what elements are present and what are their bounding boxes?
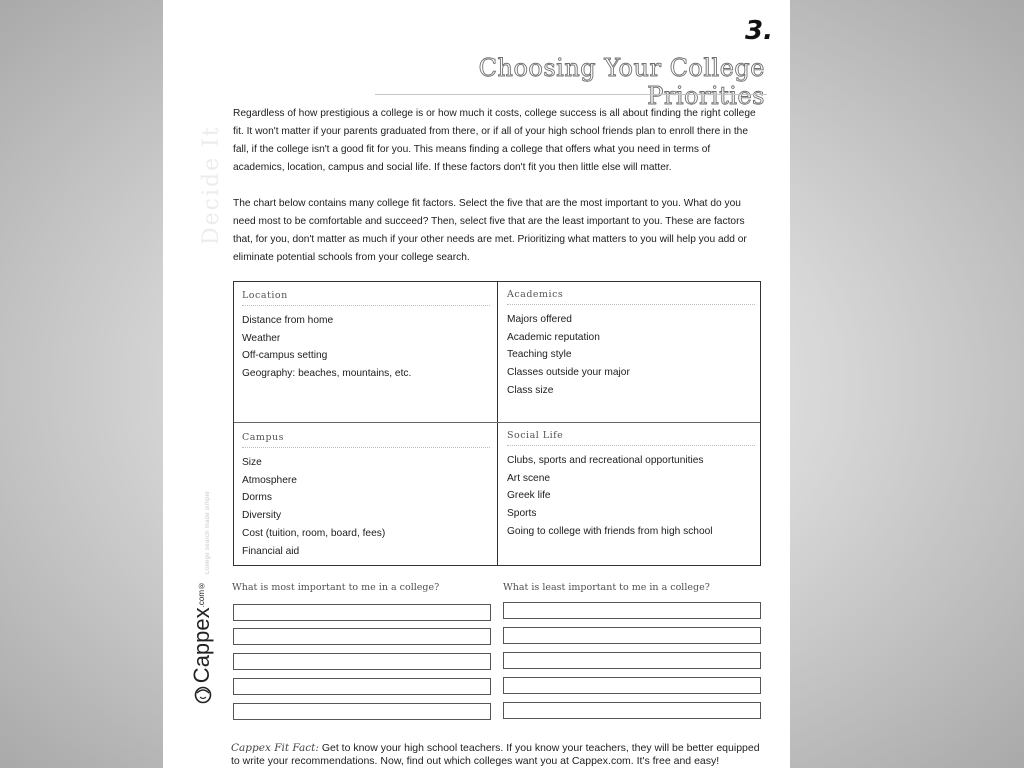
least-important-field-1[interactable] [503, 602, 761, 619]
brand-name-text: Cappex [189, 607, 214, 683]
title-rule [375, 94, 767, 95]
page-title: Choosing Your College Priorities [478, 54, 765, 110]
social-life-section [507, 430, 762, 541]
academics-section [507, 289, 762, 400]
social-life-item: Going to college with friends from high school [507, 525, 713, 537]
brand-tagline: College search made simple [205, 491, 211, 575]
location-item: Geography: beaches, mountains, etc. [242, 368, 412, 380]
campus-item: Cost (tuition, room, board, fees) [242, 527, 386, 539]
location-heading: Location [242, 290, 490, 306]
academics-item: Majors offered [507, 314, 572, 325]
most-important-field-3[interactable] [233, 653, 491, 670]
academics-item: Academic reputation [507, 331, 600, 343]
least-important-label: What is least important to me in a college? [503, 582, 710, 593]
location-section [242, 290, 497, 383]
social-life-item: Greek life [507, 490, 551, 502]
worksheet-page [163, 0, 790, 768]
most-important-label: What is most important to me in a college? [232, 582, 440, 593]
page-number: 3. [745, 16, 773, 46]
brand-suffix: .com [197, 589, 206, 608]
cappex-branding [187, 435, 223, 705]
intro-paragraph-2: The chart below contains many college fit factors. Select the five that are the most important to you. What do you need most to be comfortable and succeed? Then, select five that are the least important to you. These are factors that, for you, don't matter as much if your other needs are met. Prioritizing what matters to you will help you add or eliminate potential schools from your college search. [233, 198, 747, 263]
most-important-field-2[interactable] [233, 628, 491, 645]
intro-paragraph-1: Regardless of how prestigious a college is or how much it costs, college success is all about finding the right college fit. It won't matter if your parents graduated from there, or if all of your high school friends plan to enroll there in the fall, if the college isn't a good fit for you. This means finding a college that offers what you need in terms of academics, location, campus and social life. If these factors don't fit you then little else will matter. [233, 108, 756, 173]
fit-factors-chart [233, 281, 761, 566]
social-life-item: Art scene [507, 472, 551, 484]
social-life-item: Sports [507, 508, 537, 520]
location-item: Off-campus setting [242, 350, 328, 362]
least-important-field-5[interactable] [503, 702, 761, 719]
campus-item: Size [242, 457, 262, 468]
academics-item: Teaching style [507, 349, 572, 361]
academics-item: Class size [507, 384, 554, 396]
chart-divider-vertical [497, 282, 498, 565]
least-important-field-4[interactable] [503, 677, 761, 694]
social-life-heading: Social Life [507, 430, 755, 446]
campus-item: Atmosphere [242, 474, 297, 486]
most-important-field-1[interactable] [233, 604, 491, 621]
academics-heading: Academics [507, 289, 755, 305]
most-important-field-4[interactable] [233, 678, 491, 695]
least-important-field-3[interactable] [503, 652, 761, 669]
brand-name [189, 581, 215, 683]
faded-side-label: Decide It [199, 125, 224, 245]
academics-item: Classes outside your major [507, 367, 630, 379]
social-life-item: Clubs, sports and recreational opportunities [507, 455, 704, 466]
fit-fact-label: Cappex Fit Fact: [231, 742, 319, 754]
location-item: Distance from home [242, 315, 334, 326]
campus-item: Dorms [242, 492, 272, 504]
campus-section [242, 432, 497, 560]
most-important-field-5[interactable] [233, 703, 491, 720]
least-important-field-2[interactable] [503, 627, 761, 644]
campus-heading: Campus [242, 432, 490, 448]
campus-item: Financial aid [242, 545, 300, 557]
cappex-logo-icon [193, 685, 213, 705]
chart-divider-horizontal [234, 422, 760, 423]
campus-item: Diversity [242, 510, 282, 522]
fit-fact-footer [231, 742, 771, 768]
location-item: Weather [242, 332, 281, 344]
brand-registered-mark: ® [197, 580, 206, 590]
fit-fact-text: Get to know your high school teachers. If you know your teachers, they will be better equipped to write your recommendations. Now, find out which colleges want you at Cappex.com. It's free and easy! [231, 742, 760, 767]
